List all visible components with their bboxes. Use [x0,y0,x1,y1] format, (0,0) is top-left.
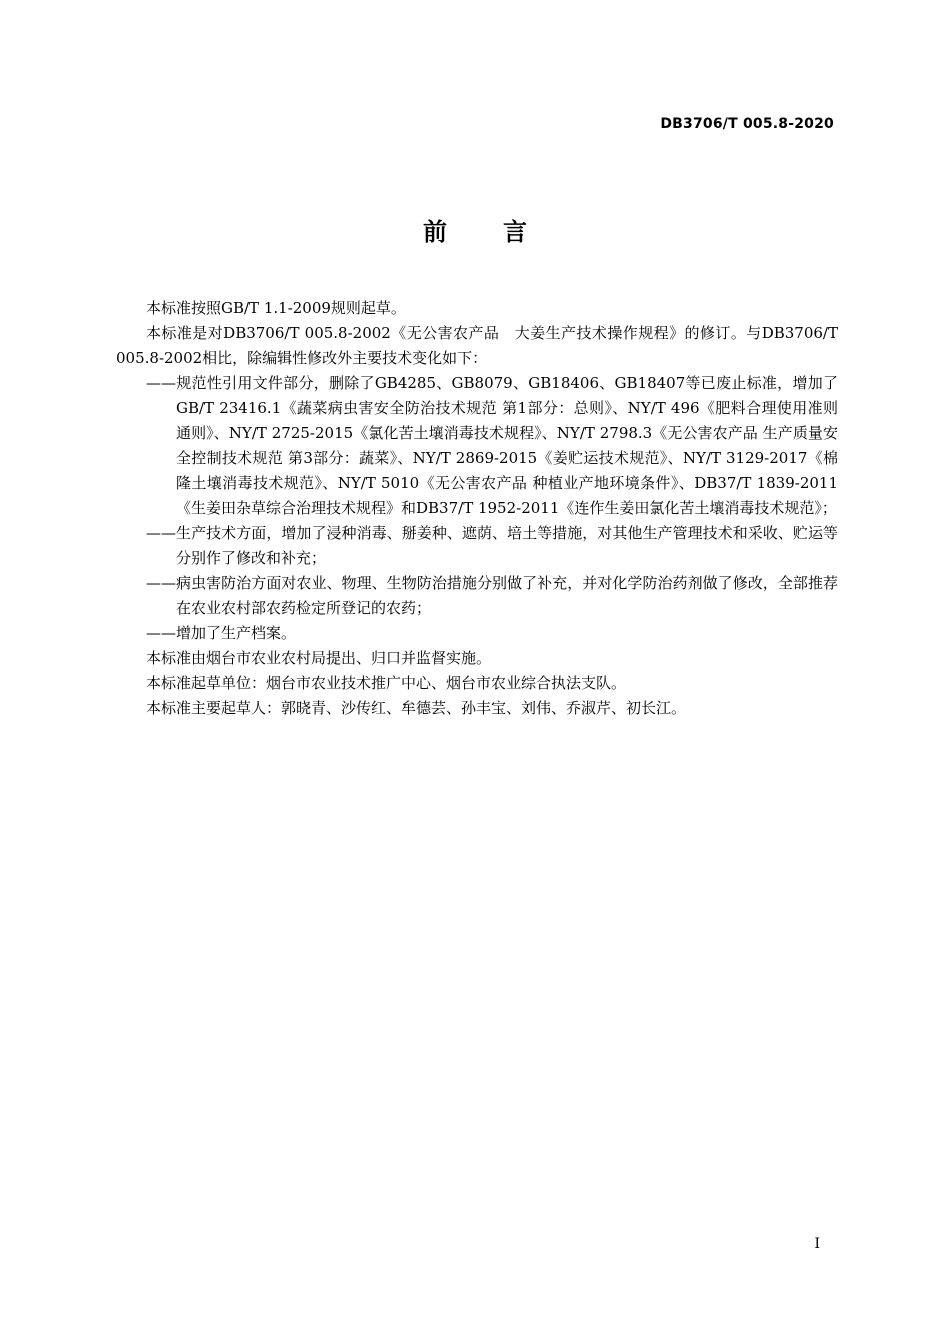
paragraph-revision-note: 本标准是对DB3706/T 005.8-2002《无公害农产品 大姜生产技术操作规程》的修订。与DB3706/T 005.8-2002相比，除编辑性修改外主要技术变化如下： [116,324,838,367]
list-item-pest-control: ——病虫害防治方面对农业、物理、生物防治措施分别做了补充，并对化学防治药剂做了修改，全部推荐在农业农村部农药检定所登记的农药； [146,574,838,617]
paragraph-drafters: 本标准主要起草人：郭晓青、沙传红、牟德芸、孙丰宝、刘伟、乔淑芹、初长江。 [146,699,687,717]
paragraph-proposer: 本标准由烟台市农业农村局提出、归口并监督实施。 [146,649,492,667]
paragraph-drafting-units: 本标准起草单位：烟台市农业技术推广中心、烟台市农业综合执法支队。 [146,674,627,692]
foreword-body [116,296,838,721]
list-item-normative-references: ——规范性引用文件部分，删除了GB4285、GB8079、GB18406、GB18407等已废止标准，增加了GB/T 23416.1《蔬菜病虫害安全防治技术规范 第1部分：总则》、NY/T 496《肥料合理使用准则 通则》、NY/T 2725-2015《氯化苦土壤消毒技术规程》、NY/T 2798.3《无公害农产品 生产质量安全控制技术规范 第3部分：蔬菜》、NY/T 2869-2015《姜贮运技术规范》、NY/T 3129-2017《棉隆土壤消毒技术规范》、NY/T 5010《无公害农产品 种植业产地环境条件》、DB37/T 1839-2011《生姜田杂草综合治理技术规程》和DB37/T 1952-2011《连作生姜田氯化苦土壤消毒技术规范》； [146,374,838,517]
page-number: I [814,1236,820,1252]
page-title: 前言 [423,218,583,246]
list-item-production-records: ——增加了生产档案。 [146,624,297,642]
list-item-production-technology: ——生产技术方面，增加了浸种消毒、掰姜种、遮荫、培土等措施，对其他生产管理技术和采收、贮运等分别作了修改和补充； [146,524,838,567]
document-code: DB3706/T 005.8-2020 [660,116,834,132]
paragraph-drafting-rule: 本标准按照GB/T 1.1-2009规则起草。 [146,299,406,317]
